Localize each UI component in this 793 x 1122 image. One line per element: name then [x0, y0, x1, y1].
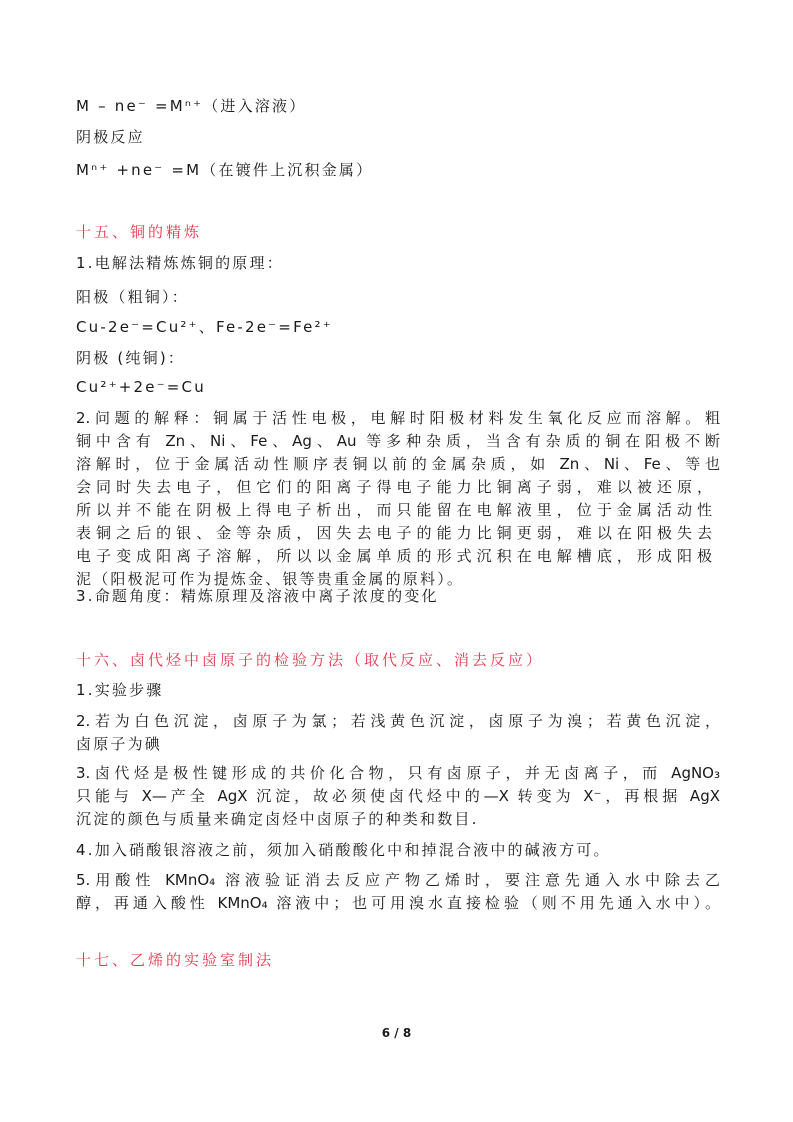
- paragraph-line: 电子变成阳离子溶解，所以以金属单质的形式沉积在电解槽底，形成阳极: [76, 547, 712, 565]
- paragraph-line: 5.用酸性 KMnO₄ 溶液验证消去反应产物乙烯时，要注意先通入水中除去乙: [76, 871, 720, 889]
- paragraph-line: 会同时失去电子，但它们的阳离子得电子能力比铜离子弱，难以被还原，: [76, 478, 712, 496]
- section-15-heading: 十五、铜的精炼: [76, 223, 203, 241]
- paragraph-line: 醇，再通入酸性 KMnO₄ 溶液中；也可用溴水直接检验（则不用先通入水中）。: [76, 894, 720, 912]
- paragraph-line: 沉淀的颜色与质量来确定卤烃中卤原子的种类和数目.: [76, 810, 479, 828]
- paragraph: 1.电解法精炼炼铜的原理：: [76, 254, 284, 272]
- anode-equation: Cu-2e⁻=Cu²⁺、Fe-2e⁻=Fe²⁺: [76, 318, 333, 336]
- paragraph-line: 2.问题的解释：铜属于活性电极，电解时阳极材料发生氧化反应而溶解。粗: [76, 409, 720, 427]
- cathode-equation: Cu²⁺+2e⁻=Cu: [76, 378, 206, 396]
- paragraph-line: 2.若为白色沉淀，卤原子为氯；若浅黄色沉淀，卤原子为溴；若黄色沉淀，: [76, 712, 720, 730]
- paragraph-line: 表铜之后的银、金等杂质，因失去电子的能力比铜更弱，难以在阳极失去: [76, 524, 712, 542]
- paragraph-line: 溶解时，位于金属活动性顺序表铜以前的金属杂质，如 Zn、Ni、Fe、等也: [76, 455, 720, 473]
- paragraph-line: 铜中含有 Zn、Ni、Fe、Ag、Au 等多种杂质，当含有杂质的铜在阳极不断: [76, 432, 720, 450]
- page-number: 6 / 8: [381, 1026, 412, 1040]
- paragraph: 1.实验步骤: [76, 681, 164, 699]
- paragraph-line: 卤原子为碘: [76, 735, 163, 753]
- cathode-label: 阴极 (纯铜)：: [76, 349, 186, 367]
- cathode-label: 阴极反应: [76, 128, 145, 146]
- paragraph: 4.加入硝酸银溶液之前，须加入硝酸酸化中和掉混合液中的碱液方可。: [76, 841, 611, 859]
- anode-equation: M – ne⁻ =Mⁿ⁺（进入溶液）: [76, 97, 307, 115]
- cathode-equation: Mⁿ⁺ +ne⁻ =M（在镀件上沉积金属）: [76, 161, 374, 179]
- paragraph-line: 只能与 X—产全 AgX 沉淀，故必须使卤代烃中的—X 转变为 X⁻，再根据 AgX: [76, 787, 720, 805]
- section-17-heading: 十七、乙烯的实验室制法: [76, 951, 275, 969]
- paragraph: 3.命题角度：精炼原理及溶液中离子浓度的变化: [76, 587, 439, 605]
- section-16-heading: 十六、卤代烃中卤原子的检验方法（取代反应、消去反应）: [76, 651, 545, 669]
- anode-label: 阳极（粗铜）：: [76, 288, 189, 306]
- paragraph-line: 3.卤代烃是极性键形成的共价化合物，只有卤原子，并无卤离子，而 AgNO₃: [76, 764, 720, 782]
- paragraph-line: 泥（阳极泥可作为提炼金、银等贵重金属的原料）。: [76, 570, 465, 588]
- paragraph-line: 所以并不能在阴极上得电子析出，而只能留在电解液里，位于金属活动性: [76, 501, 712, 519]
